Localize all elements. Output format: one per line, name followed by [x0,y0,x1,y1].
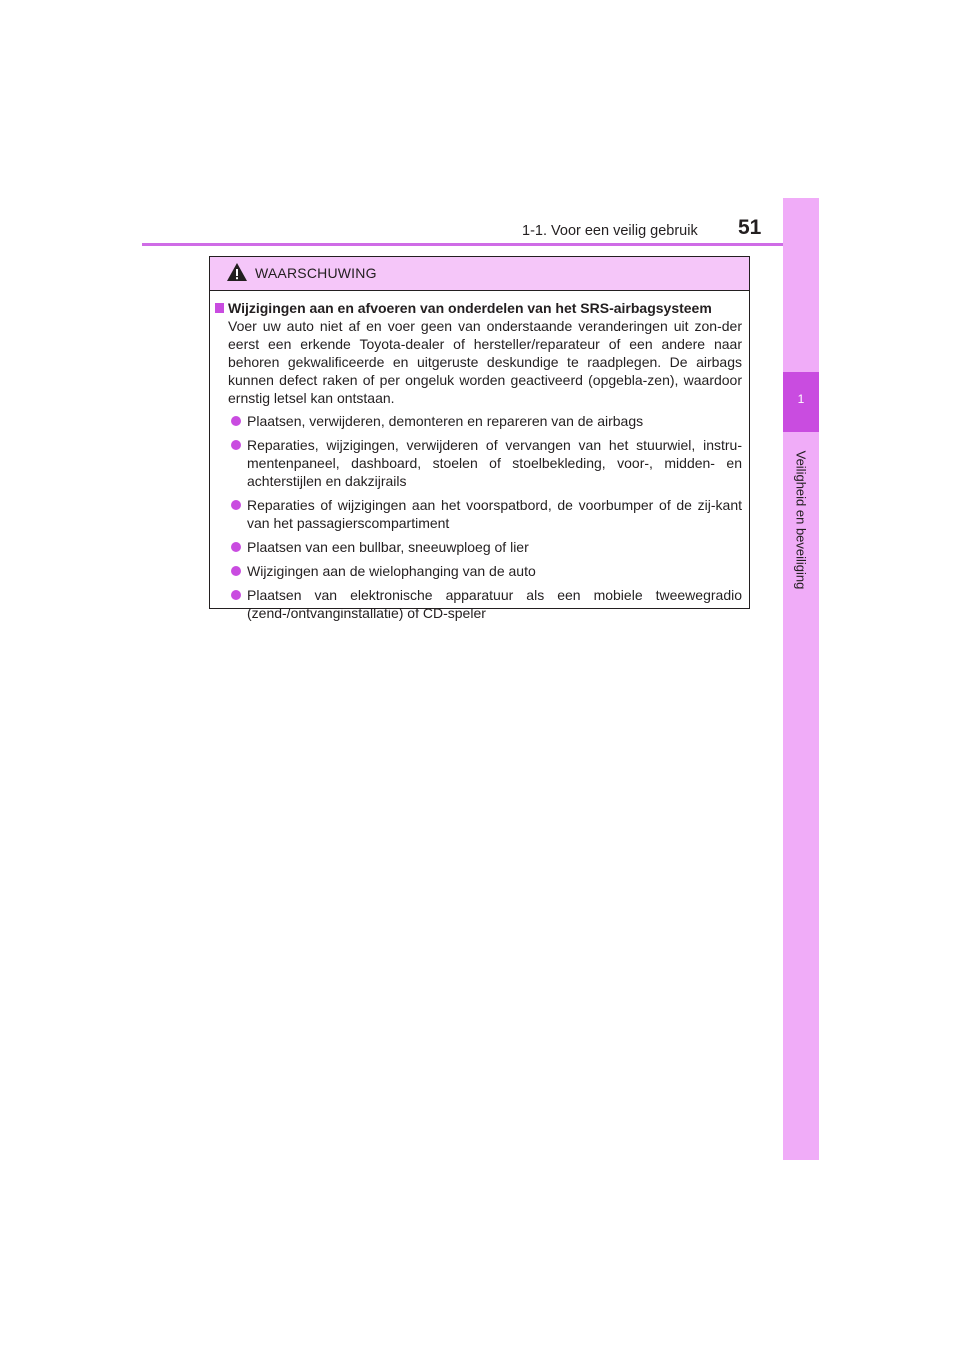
list-item-text: Wijzigingen aan de wielophanging van de auto [247,563,536,579]
list-item-text: Plaatsen, verwijderen, demonteren en repareren van de airbags [247,413,644,429]
bullet-dot-icon [231,440,241,450]
warning-header [210,257,749,291]
warning-triangle-icon [226,262,248,282]
header-rule [142,243,818,246]
list-item [215,538,742,556]
list-item-text: Reparaties, wijzigingen, verwijderen of vervangen van het stuurwiel, instru-mentenpaneel, dashboard, stoelen of stoelbekleding, voor-, midden- en achterstijlen en dakzijrails [247,437,742,489]
list-item [215,412,742,430]
page-number: 51 [738,216,762,239]
chapter-side-tab [783,198,819,1160]
bullet-dot-icon [231,500,241,510]
bullet-dot-icon [231,542,241,552]
list-item [215,496,742,532]
list-item-text: Reparaties of wijzigingen aan het voorspatbord, de voorbumper of de zij-kant van het passagierscompartiment [247,497,742,531]
section-paragraph: Voer uw auto niet af en voer geen van onderstaande veranderingen uit zon-der eerst een erkende Toyota-dealer of hersteller/reparateur of een andere naar behoren gekwalificeerde en uitgeruste deskundige te raadplegen. De airbags kunnen defect raken of per ongeluk worden geactiveerd (opgebla-zen), waardoor ernstig letsel kan ontstaan. [228,318,742,406]
section-heading [215,299,742,317]
list-item [215,586,742,622]
warning-box [209,256,750,621]
bullet-dot-icon [231,416,241,426]
square-bullet-icon [215,303,224,313]
list-item [215,562,742,580]
list-item-text: Plaatsen van een bullbar, sneeuwploeg of lier [247,539,529,555]
chapter-number: 1 [797,392,805,406]
warning-body [210,291,749,622]
bullet-list [215,412,742,622]
header-section-title: 1-1. Voor een veilig gebruik [522,223,698,239]
bullet-dot-icon [231,566,241,576]
list-item-text: Plaatsen van elektronische apparatuur als een mobiele tweewegradio (zend-/ontvanginstallatie) of CD-speler [247,587,742,621]
list-item [215,436,742,490]
chapter-title: Veiligheid en beveiliging [793,450,809,590]
bullet-dot-icon [231,590,241,600]
section-heading-text: Wijzigingen aan en afvoeren van onderdelen van het SRS-airbagsysteem [228,300,712,316]
warning-title: WAARSCHUWING [255,265,377,281]
